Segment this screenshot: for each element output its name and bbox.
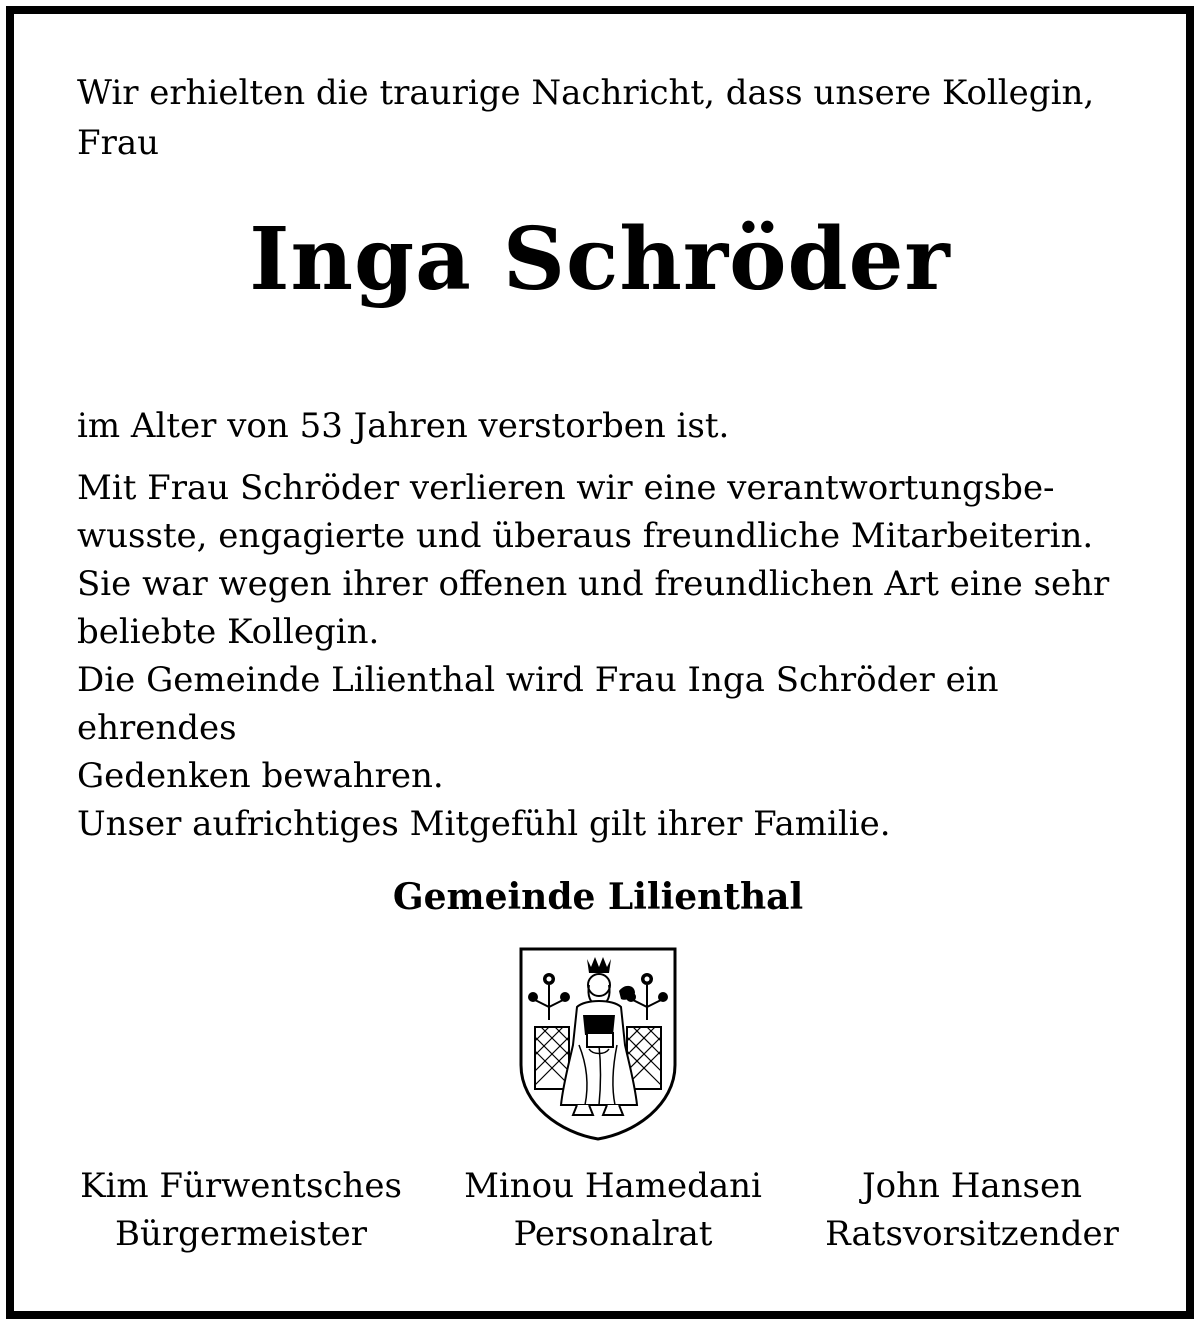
age-line: im Alter von 53 Jahren verstorben ist. bbox=[77, 406, 730, 446]
coat-of-arms-icon bbox=[517, 945, 679, 1143]
signatory-name: Minou Hamedani bbox=[464, 1166, 762, 1206]
memory-line-1: Die Gemeinde Lilienthal wird Frau Inga Schröder ein ehrendes bbox=[77, 660, 999, 748]
tribute-line-2: wusste, engagierte und überaus freundliche Mitarbeiterin. bbox=[77, 516, 1094, 556]
signatory-role: Ratsvorsitzender bbox=[825, 1214, 1119, 1254]
condolence-line: Unser aufrichtiges Mitgefühl gilt ihrer Familie. bbox=[77, 804, 891, 844]
signatory-mayor bbox=[40, 1162, 442, 1258]
signatories bbox=[40, 1162, 1160, 1258]
signatory-name: John Hansen bbox=[862, 1166, 1082, 1206]
signatory-role: Personalrat bbox=[513, 1214, 713, 1254]
tribute-line-4: beliebte Kollegin. bbox=[77, 612, 380, 652]
deceased-name: Inga Schröder bbox=[249, 209, 951, 310]
tribute-line-1: Mit Frau Schröder verlieren wir eine verantwortungsbe- bbox=[77, 468, 1055, 508]
memory-line-2: Gedenken bewahren. bbox=[77, 756, 444, 796]
intro-line-2: Frau bbox=[77, 123, 160, 163]
tribute-line-3: Sie war wegen ihrer offenen und freundlichen Art eine sehr bbox=[77, 564, 1110, 604]
signatory-council-chair bbox=[784, 1162, 1160, 1258]
notice-body bbox=[77, 402, 1123, 848]
signatory-role: Bürgermeister bbox=[115, 1214, 367, 1254]
intro-line-1: Wir erhielten die traurige Nachricht, dass unsere Kollegin, bbox=[77, 73, 1095, 113]
signatory-name: Kim Fürwentsches bbox=[80, 1166, 402, 1206]
organization-name: Gemeinde Lilienthal bbox=[392, 876, 804, 918]
signatory-staff-council bbox=[457, 1162, 769, 1258]
intro-text bbox=[77, 68, 1137, 168]
tribute-paragraph bbox=[77, 464, 1123, 848]
